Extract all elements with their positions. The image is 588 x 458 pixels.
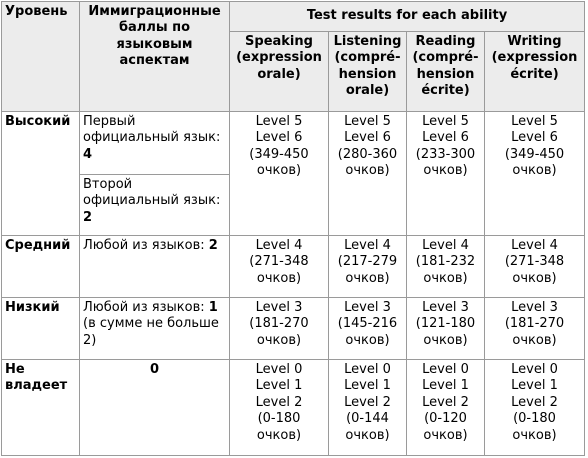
- result-reading-high: [407, 112, 485, 236]
- result-line: очков): [512, 270, 557, 286]
- score-label: Первый официальный язык:: [83, 114, 221, 146]
- result-line: (121-180: [415, 316, 476, 332]
- result-line: Level 2: [511, 394, 558, 410]
- result-line: Level 3: [255, 300, 303, 315]
- level-label: Низкий: [5, 300, 60, 315]
- result-line: очков): [256, 163, 302, 179]
- level-none: [2, 360, 80, 456]
- result-line: Level 4: [255, 238, 303, 253]
- result-line: Level 5: [511, 114, 558, 129]
- header-line: écrite): [510, 66, 559, 82]
- score-points: 4: [83, 146, 93, 162]
- result-speaking-none: [230, 360, 329, 456]
- result-line: очков): [423, 427, 468, 443]
- result-line: очков): [512, 427, 557, 443]
- header-line: orale): [345, 83, 390, 99]
- result-line: очков): [345, 427, 390, 443]
- header-line: Listening: [333, 34, 402, 49]
- result-line: Level 2: [255, 394, 303, 410]
- score-second-language: [80, 175, 230, 236]
- result-line: Level 5: [344, 114, 391, 129]
- table-row-high-first: [2, 112, 585, 175]
- table-row-low: [2, 298, 585, 360]
- result-line: Level 0: [344, 362, 391, 377]
- result-speaking-high: [230, 112, 329, 236]
- result-line: (0-144: [346, 411, 389, 427]
- header-line: (expression: [236, 50, 322, 66]
- result-line: Level 6: [255, 130, 303, 146]
- result-line: очков): [256, 332, 302, 348]
- result-listening-high: [329, 112, 407, 236]
- result-line: Level 5: [422, 114, 469, 129]
- level-low: [2, 298, 80, 360]
- score-label: Любой из языков:: [83, 300, 205, 315]
- result-line: Level 3: [344, 300, 391, 315]
- result-line: очков): [345, 270, 390, 286]
- result-line: Level 5: [255, 114, 303, 129]
- header-line: orale): [257, 66, 301, 82]
- result-line: (181-270: [504, 316, 565, 332]
- result-writing-high: [485, 112, 585, 236]
- reading-header: [407, 32, 485, 112]
- header-row-top: [2, 2, 585, 32]
- level-label: Высокий: [5, 114, 71, 129]
- result-line: Level 4: [511, 238, 558, 253]
- header-line: (compré-: [412, 50, 479, 66]
- result-line: Level 1: [422, 378, 469, 394]
- result-line: очков): [512, 163, 557, 179]
- result-line: (181-232: [415, 254, 476, 270]
- header-line: (expression: [491, 50, 578, 66]
- result-line: (349-450: [249, 146, 309, 162]
- result-line: Level 4: [422, 238, 469, 253]
- result-line: Level 1: [344, 378, 391, 394]
- level-label: Не: [5, 362, 25, 377]
- points-header-text: Иммиграционные баллы по языковым аспектам: [88, 4, 221, 69]
- result-line: очков): [256, 427, 302, 443]
- level-column-header: [2, 2, 80, 112]
- level-medium: [2, 236, 80, 298]
- result-line: (349-450: [504, 146, 565, 162]
- score-first-language: [80, 112, 230, 175]
- result-line: очков): [423, 332, 468, 348]
- score-low: [80, 298, 230, 360]
- header-line: Reading: [415, 34, 476, 49]
- header-line: hension: [416, 66, 475, 82]
- result-line: Level 0: [422, 362, 469, 377]
- score-none: [80, 360, 230, 456]
- level-label: Средний: [5, 238, 71, 253]
- result-line: (271-348: [504, 254, 565, 270]
- result-line: Level 0: [511, 362, 558, 377]
- table-row-medium: [2, 236, 585, 298]
- result-line: (217-279: [337, 254, 398, 270]
- score-note: (в сумме не больше 2): [83, 316, 219, 348]
- result-writing-low: [485, 298, 585, 360]
- result-line: очков): [256, 270, 302, 286]
- score-label: Второй официальный язык:: [83, 177, 221, 209]
- points-column-header: [80, 2, 230, 112]
- level-label: владеет: [5, 378, 68, 394]
- result-line: очков): [423, 163, 468, 179]
- result-line: очков): [345, 332, 390, 348]
- test-results-header-text: Test results for each ability: [306, 8, 508, 24]
- language-levels-table: [1, 1, 585, 456]
- result-line: (181-270: [249, 316, 309, 332]
- result-line: Level 2: [344, 394, 391, 410]
- result-speaking-low: [230, 298, 329, 360]
- result-listening-medium: [329, 236, 407, 298]
- result-line: Level 1: [511, 378, 558, 394]
- score-points: 2: [83, 209, 93, 225]
- result-line: Level 4: [344, 238, 391, 253]
- result-line: (0-120: [424, 411, 467, 427]
- result-line: Level 3: [511, 300, 558, 315]
- header-line: hension: [338, 66, 397, 82]
- header-line: écrite): [421, 83, 470, 99]
- test-results-header: [230, 2, 585, 32]
- score-points: 2: [208, 238, 218, 253]
- result-line: очков): [423, 270, 468, 286]
- result-writing-medium: [485, 236, 585, 298]
- result-listening-low: [329, 298, 407, 360]
- score-points: 0: [149, 362, 160, 377]
- header-line: Writing: [507, 34, 562, 49]
- header-line: Speaking: [245, 34, 313, 49]
- result-line: очков): [512, 332, 557, 348]
- result-reading-low: [407, 298, 485, 360]
- result-line: Level 6: [344, 130, 391, 146]
- score-label: Любой из языков:: [83, 238, 205, 253]
- result-line: Level 2: [422, 394, 469, 410]
- header-line: (compré-: [334, 50, 401, 66]
- result-line: (233-300: [415, 146, 476, 162]
- score-medium: [80, 236, 230, 298]
- result-line: (271-348: [249, 254, 309, 270]
- result-line: (280-360: [337, 146, 398, 162]
- score-points: 1: [208, 300, 218, 315]
- result-listening-none: [329, 360, 407, 456]
- result-line: Level 6: [511, 130, 558, 146]
- result-line: (0-180: [513, 411, 556, 427]
- result-line: Level 6: [422, 130, 469, 146]
- result-line: Level 0: [255, 362, 303, 377]
- result-line: очков): [345, 163, 390, 179]
- result-line: Level 3: [422, 300, 469, 315]
- result-line: (0-180: [257, 411, 301, 427]
- level-header-text: Уровень: [5, 4, 68, 19]
- result-speaking-medium: [230, 236, 329, 298]
- result-reading-medium: [407, 236, 485, 298]
- level-high: [2, 112, 80, 236]
- result-line: (145-216: [337, 316, 398, 332]
- result-writing-none: [485, 360, 585, 456]
- writing-header: [485, 32, 585, 112]
- table-row-none: [2, 360, 585, 456]
- result-line: Level 1: [255, 378, 303, 394]
- listening-header: [329, 32, 407, 112]
- speaking-header: [230, 32, 329, 112]
- result-reading-none: [407, 360, 485, 456]
